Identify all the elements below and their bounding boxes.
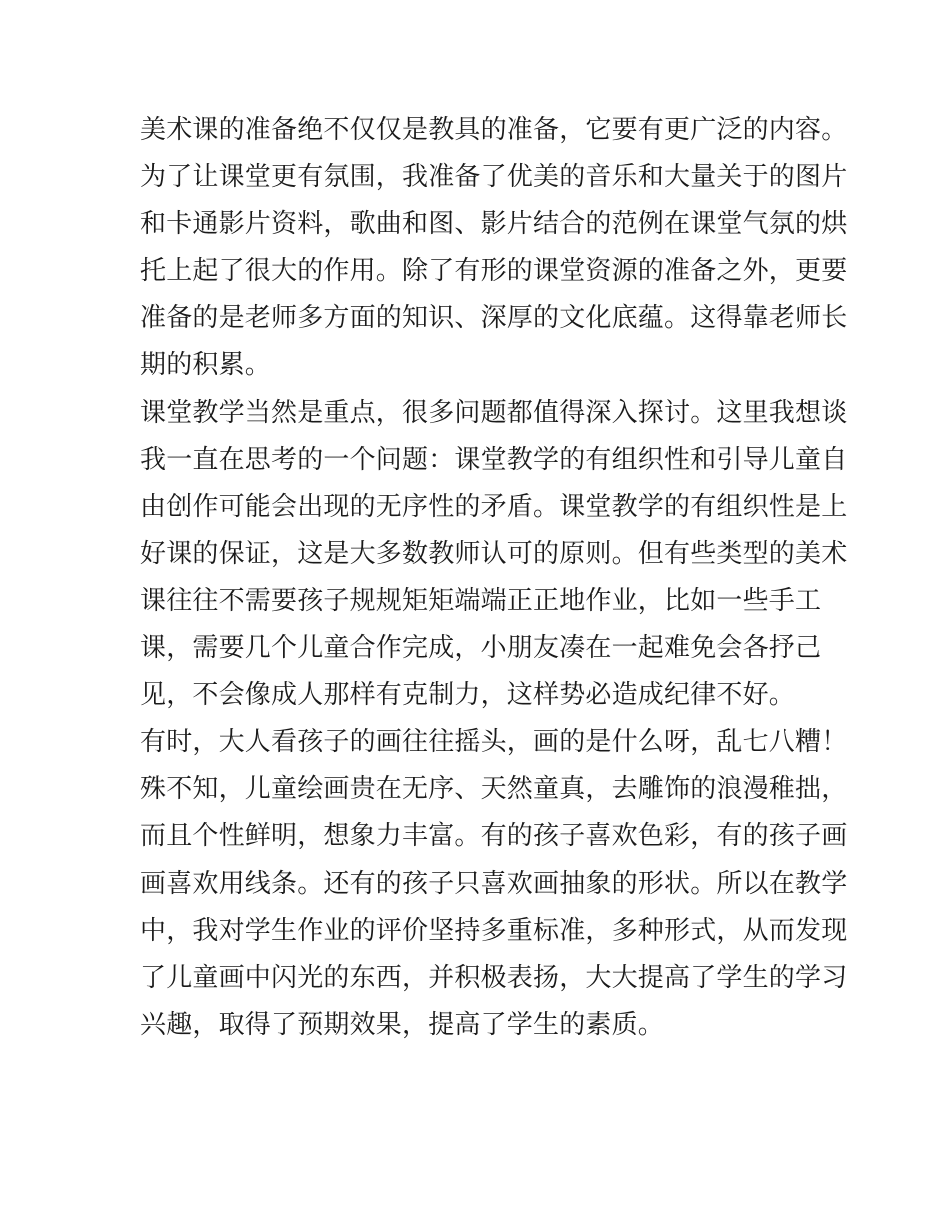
paragraph-2 <box>140 390 848 720</box>
document-body <box>140 107 848 1049</box>
text-line: 和卡通影片资料，歌曲和图、影片结合的范例在课堂气氛的烘 <box>140 209 848 240</box>
text-line: 我一直在思考的一个问题：课堂教学的有组织性和引导儿童自 <box>140 444 848 475</box>
text-line: 画喜欢用线条。还有的孩子只喜欢画抽象的形状。所以在教学 <box>140 868 848 899</box>
text-line: 见，不会像成人那样有克制力，这样势必造成纪律不好。 <box>140 680 796 711</box>
text-line: 而且个性鲜明，想象力丰富。有的孩子喜欢色彩，有的孩子画 <box>140 821 848 852</box>
text-line: 为了让课堂更有氛围，我准备了优美的音乐和大量关于的图片 <box>140 162 848 193</box>
text-line: 中，我对学生作业的评价坚持多重标准，多种形式，从而发现 <box>140 915 848 946</box>
text-line: 兴趣，取得了预期效果，提高了学生的素质。 <box>140 1009 665 1040</box>
text-line: 课堂教学当然是重点，很多问题都值得深入探讨。这里我想谈 <box>140 397 848 428</box>
text-line: 美术课的准备绝不仅仅是教具的准备，它要有更广泛的内容。 <box>140 115 848 145</box>
text-line: 准备的是老师多方面的知识、深厚的文化底蕴。这得靠老师长 <box>140 303 848 334</box>
paragraph-3 <box>140 719 848 1049</box>
paragraph-1 <box>140 107 848 390</box>
text-line: 了儿童画中闪光的东西，并积极表扬，大大提高了学生的学习 <box>140 962 848 993</box>
text-line: 课，需要几个儿童合作完成，小朋友凑在一起难免会各抒己 <box>140 633 822 664</box>
text-line: 由创作可能会出现的无序性的矛盾。课堂教学的有组织性是上 <box>140 491 848 522</box>
text-line: 期的积累。 <box>140 350 272 381</box>
text-line: 课往往不需要孩子规规矩矩端端正正地作业，比如一些手工 <box>140 585 822 616</box>
text-line: 托上起了很大的作用。除了有形的课堂资源的准备之外，更要 <box>140 256 848 287</box>
text-line: 有时，大人看孩子的画往往摇头，画的是什么呀，乱七八糟！ <box>140 727 848 758</box>
text-line: 殊不知，儿童绘画贵在无序、天然童真，去雕饰的浪漫稚拙， <box>140 774 848 805</box>
text-line: 好课的保证，这是大多数教师认可的原则。但有些类型的美术 <box>140 538 848 569</box>
